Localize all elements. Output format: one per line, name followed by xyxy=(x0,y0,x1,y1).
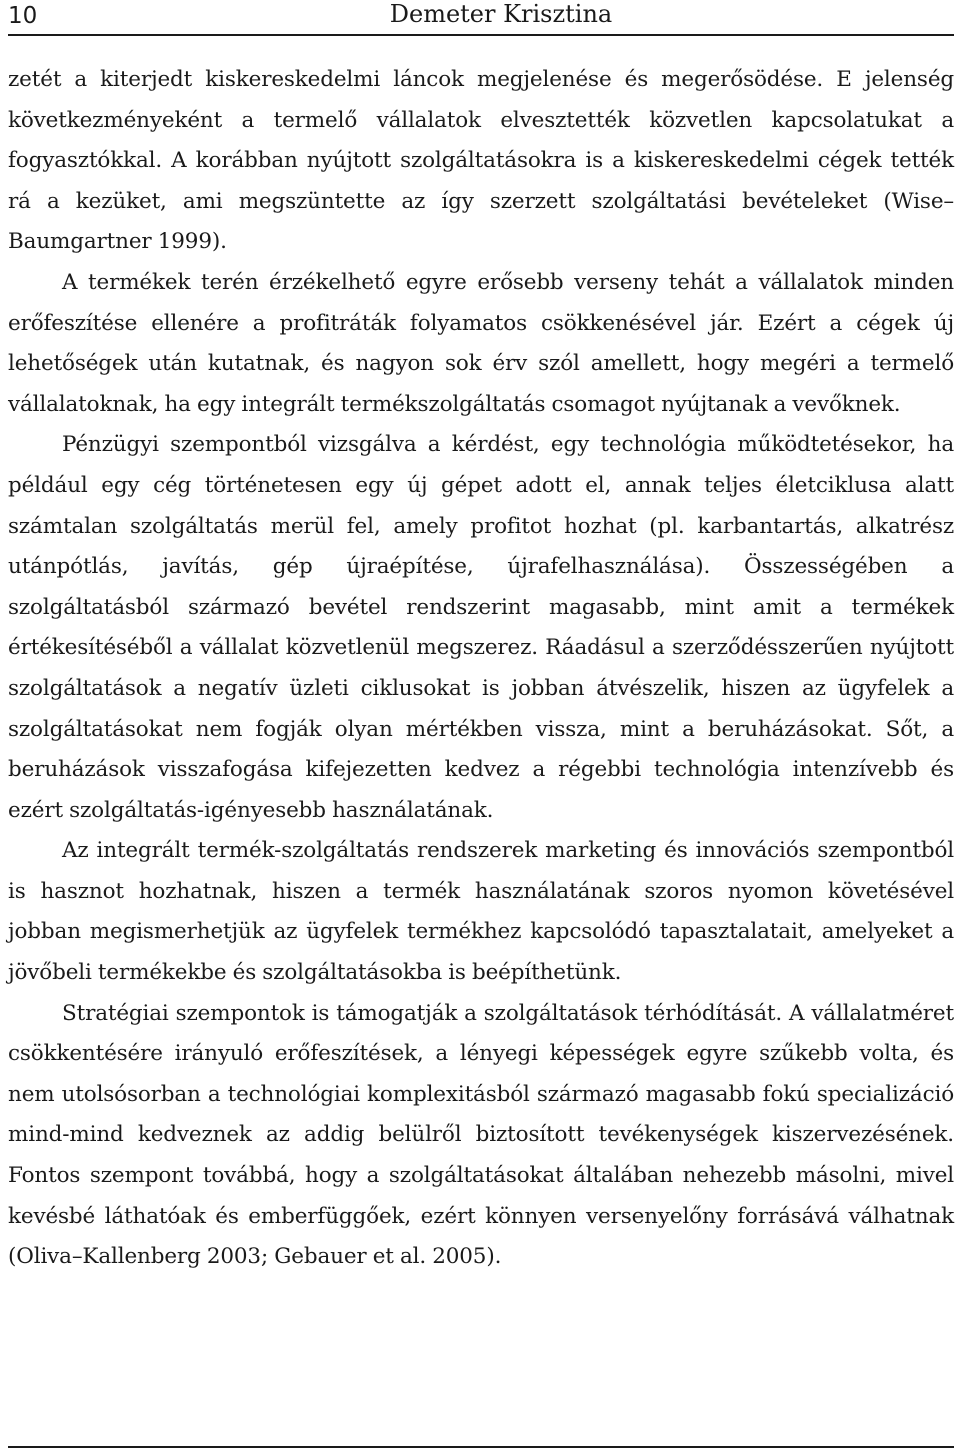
page-number: 10 xyxy=(8,3,38,29)
body-text xyxy=(8,60,954,1278)
paragraph-continued: zetét a kiterjedt kiskereskedelmi láncok megjelenése és megerősödése. E jelenség következményeként a termelő vállalatok elvesztették közvetlen kapcsolatukat a fogyasztókkal. A korábban nyújtott szolgáltatásokra is a kiskereskedelmi cégek tették rá a kezüket, ami megszüntette az így szerzett szolgáltatási bevételeket (Wise–Baumgartner 1999). xyxy=(8,67,954,255)
footer-rule xyxy=(8,1446,954,1448)
page-header xyxy=(8,0,954,36)
book-page xyxy=(8,0,954,1454)
paragraph: Stratégiai szempontok is támogatják a szolgáltatások térhódítását. A vállalatméret csökkentésére irányuló erőfeszítések, a lényegi képességek egyre szűkebb volta, és nem utolsósorban a technológiai komplexitásból származó magasabb fokú specializáció mind-mind kedveznek az addig belülről biztosított tevékenységek kiszervezésének. Fontos szempont továbbá, hogy a szolgáltatásokat általában nehezebb másolni, mivel kevésbé láthatóak és emberfüggőek, ezért könnyen versenyelőny forrásává válhatnak (Oliva–Kallenberg 2003; Gebauer et al. 2005). xyxy=(8,1000,954,1270)
paragraph: Pénzügyi szempontból vizsgálva a kérdést, egy technológia működtetésekor, ha például egy cég történetesen egy új gépet adott el, annak teljes életciklusa alatt számtalan szolgáltatás merül fel, amely profitot hozhat (pl. karbantartás, alkatrész utánpótlás, javítás, gép újraépítése, újrafelhasználása). Összességében a szolgáltatásból származó bevétel rendszerint magasabb, mint amit a termékek értékesítéséből a vállalat közvetlenül megszerez. Ráadásul a szerződésszerűen nyújtott szolgáltatások a negatív üzleti ciklusokat is jobban átvészelik, hiszen az ügyfelek a szolgáltatásokat nem fogják olyan mértékben vissza, mint a beruházásokat. Sőt, a beruházások visszafogása kifejezetten kedvez a régebbi technológia intenzívebb és ezért szolgáltatás-igényesebb használatának. xyxy=(8,432,954,823)
paragraph: A termékek terén érzékelhető egyre erősebb verseny tehát a vállalatok minden erőfeszítése ellenére a profitráták folyamatos csökkenésével jár. Ezért a cégek új lehetőségek után kutatnak, és nagyon sok érv szól amellett, hogy megéri a termelő vállalatoknak, ha egy integrált termékszolgáltatás csomagot nyújtanak a vevőknek. xyxy=(8,269,954,417)
running-head-author: Demeter Krisztina xyxy=(389,0,613,28)
paragraph: Az integrált termék-szolgáltatás rendszerek marketing és innovációs szempontból is hasznot hozhatnak, hiszen a termék használatának szoros nyomon követésével jobban megismerhetjük az ügyfelek termékhez kapcsolódó tapasztalatait, amelyeket a jövőbeli termékekbe és szolgáltatásokba is beépíthetünk. xyxy=(8,838,954,986)
